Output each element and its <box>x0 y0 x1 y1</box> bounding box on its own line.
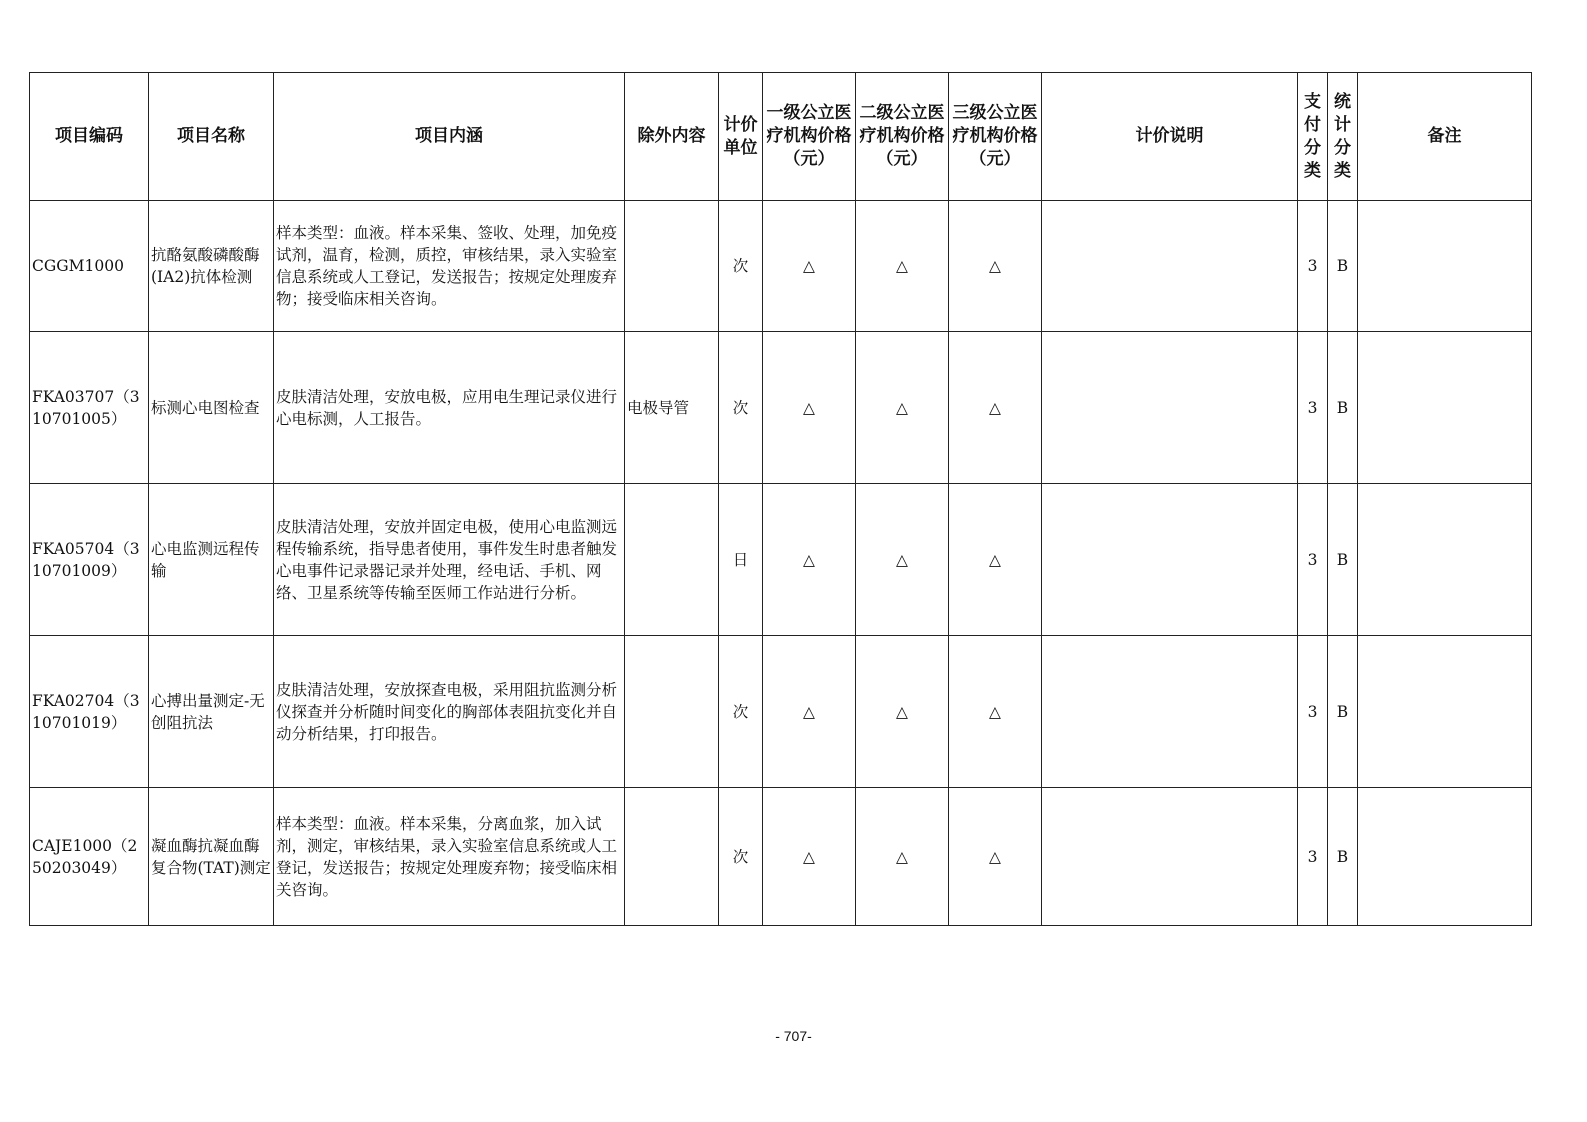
item-pricing-note <box>1042 201 1298 332</box>
item-excluded <box>625 484 719 636</box>
item-level2-price: △ <box>856 332 949 484</box>
header-content: 项目内涵 <box>274 73 625 201</box>
item-content: 皮肤清洁处理，安放电极，应用电生理记录仪进行心电标测，人工报告。 <box>274 332 625 484</box>
item-stat-class: B <box>1328 484 1358 636</box>
item-remarks <box>1358 788 1532 926</box>
header-level2-price: 二级公立医疗机构价格（元） <box>856 73 949 201</box>
table-row <box>30 636 1532 788</box>
item-level1-price: △ <box>763 332 856 484</box>
page-number: - 707- <box>775 1028 812 1044</box>
item-excluded <box>625 788 719 926</box>
item-unit: 次 <box>719 636 763 788</box>
price-table <box>29 72 1532 926</box>
item-content: 样本类型：血液。样本采集，分离血浆，加入试剂，测定，审核结果，录入实验室信息系统或人工登记，发送报告；按规定处理废弃物；接受临床相关咨询。 <box>274 788 625 926</box>
item-remarks <box>1358 332 1532 484</box>
item-pricing-note <box>1042 484 1298 636</box>
item-name: 心电监测远程传输 <box>149 484 274 636</box>
item-code: FKA05704（310701009） <box>30 484 149 636</box>
item-code: FKA03707（310701005） <box>30 332 149 484</box>
item-unit: 次 <box>719 201 763 332</box>
header-remarks: 备注 <box>1358 73 1532 201</box>
item-remarks <box>1358 484 1532 636</box>
header-excluded: 除外内容 <box>625 73 719 201</box>
item-code: CAJE1000（250203049） <box>30 788 149 926</box>
item-unit: 日 <box>719 484 763 636</box>
table-row <box>30 201 1532 332</box>
item-level2-price: △ <box>856 788 949 926</box>
item-name: 标测心电图检查 <box>149 332 274 484</box>
item-name: 抗酪氨酸磷酸酶(IA2)抗体检测 <box>149 201 274 332</box>
item-level1-price: △ <box>763 788 856 926</box>
item-level3-price: △ <box>949 201 1042 332</box>
item-payment-class: 3 <box>1298 788 1328 926</box>
header-payment-class: 支付分类 <box>1298 73 1328 201</box>
header-pricing-note: 计价说明 <box>1042 73 1298 201</box>
table-row <box>30 788 1532 926</box>
item-payment-class: 3 <box>1298 332 1328 484</box>
header-level1-price: 一级公立医疗机构价格（元） <box>763 73 856 201</box>
header-level3-price: 三级公立医疗机构价格（元） <box>949 73 1042 201</box>
item-stat-class: B <box>1328 636 1358 788</box>
item-content: 皮肤清洁处理，安放并固定电极，使用心电监测远程传输系统，指导患者使用，事件发生时患者触发心电事件记录器记录并处理，经电话、手机、网络、卫星系统等传输至医师工作站进行分析。 <box>274 484 625 636</box>
item-payment-class: 3 <box>1298 201 1328 332</box>
item-remarks <box>1358 636 1532 788</box>
item-name: 凝血酶抗凝血酶复合物(TAT)测定 <box>149 788 274 926</box>
item-code: FKA02704（310701019） <box>30 636 149 788</box>
item-level3-price: △ <box>949 332 1042 484</box>
table-row <box>30 484 1532 636</box>
item-level2-price: △ <box>856 636 949 788</box>
item-pricing-note <box>1042 788 1298 926</box>
header-unit: 计价单位 <box>719 73 763 201</box>
item-unit: 次 <box>719 788 763 926</box>
item-payment-class: 3 <box>1298 636 1328 788</box>
header-stat-class: 统计分类 <box>1328 73 1358 201</box>
item-excluded <box>625 636 719 788</box>
item-remarks <box>1358 201 1532 332</box>
item-level1-price: △ <box>763 484 856 636</box>
item-level3-price: △ <box>949 788 1042 926</box>
header-row <box>30 73 1532 201</box>
item-content: 样本类型：血液。样本采集、签收、处理，加免疫试剂，温育，检测，质控，审核结果，录入实验室信息系统或人工登记，发送报告；按规定处理废弃物；接受临床相关咨询。 <box>274 201 625 332</box>
item-level1-price: △ <box>763 201 856 332</box>
item-pricing-note <box>1042 332 1298 484</box>
header-code: 项目编码 <box>30 73 149 201</box>
item-excluded: 电极导管 <box>625 332 719 484</box>
item-payment-class: 3 <box>1298 484 1328 636</box>
item-pricing-note <box>1042 636 1298 788</box>
item-stat-class: B <box>1328 332 1358 484</box>
item-level1-price: △ <box>763 636 856 788</box>
item-level3-price: △ <box>949 636 1042 788</box>
item-level3-price: △ <box>949 484 1042 636</box>
item-unit: 次 <box>719 332 763 484</box>
item-excluded <box>625 201 719 332</box>
item-level2-price: △ <box>856 201 949 332</box>
header-name: 项目名称 <box>149 73 274 201</box>
table-row <box>30 332 1532 484</box>
item-stat-class: B <box>1328 788 1358 926</box>
item-content: 皮肤清洁处理，安放探查电极，采用阻抗监测分析仪探查并分析随时间变化的胸部体表阻抗变化并自动分析结果，打印报告。 <box>274 636 625 788</box>
item-code: CGGM1000 <box>30 201 149 332</box>
item-level2-price: △ <box>856 484 949 636</box>
item-stat-class: B <box>1328 201 1358 332</box>
item-name: 心搏出量测定-无创阻抗法 <box>149 636 274 788</box>
